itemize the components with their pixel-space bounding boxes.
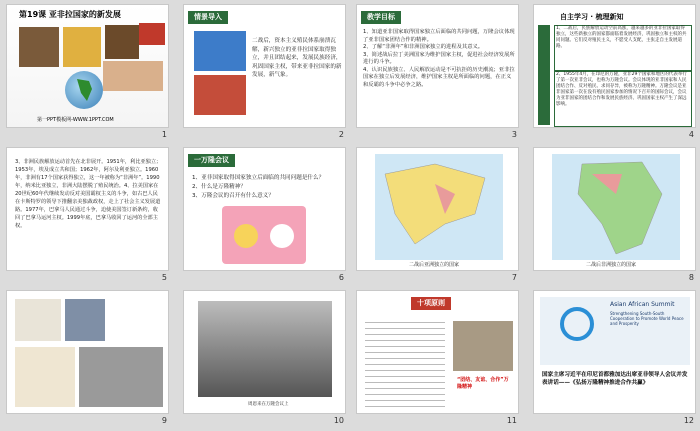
- slide-number: 7: [511, 273, 517, 282]
- slide-thumb-7[interactable]: [356, 147, 519, 283]
- slide-8[interactable]: [533, 147, 696, 271]
- meeting-photo: [79, 347, 163, 407]
- spirit-quote: “团结、友谊、合作”万隆精神: [457, 377, 509, 390]
- question-item: 1、亚非国家取得国家独立后面临的共同问题是什么？: [192, 175, 325, 181]
- slide-number: 10: [333, 416, 344, 425]
- question-item: 3、万隆会议的召开有什么意义？: [192, 193, 274, 199]
- summit-photo: [540, 297, 690, 365]
- flag-image: [139, 23, 165, 45]
- portrait-photo: [19, 27, 59, 67]
- slide-6[interactable]: [183, 147, 346, 271]
- globe-icon: [65, 71, 103, 109]
- slide-12[interactable]: [533, 290, 696, 414]
- slide-thumb-5[interactable]: [6, 147, 169, 283]
- slide-2[interactable]: [183, 4, 346, 128]
- slide-thumb-1[interactable]: [6, 4, 169, 140]
- slide-grid: [6, 4, 696, 428]
- banner-title: Asian African Summit: [610, 301, 675, 308]
- asia-map: [375, 154, 503, 260]
- hall-photo: [65, 299, 105, 341]
- slide-thumb-10[interactable]: [183, 290, 346, 426]
- para-2: 2、1955年4月，在印尼的万隆，亚非29个国家和地区的代表举行了第一次亚非会议，也称为万隆会议。会议体现的亚非国家和人民团结合作、反对殖民、求同存异，被称为万隆精神。万隆会议是亚非国家第一次在没有殖民国家参加的情况下召开的国际会议，会议为亚非国家的团结合作和发展民族经济、巩固国家主权产生了深远影响。: [556, 72, 687, 107]
- question-item: 2、什么是万隆精神？: [192, 184, 246, 190]
- slide-number: 5: [161, 273, 167, 282]
- slide-7[interactable]: [356, 147, 519, 271]
- historic-photo: [198, 301, 332, 397]
- slide-4[interactable]: [533, 4, 696, 128]
- slide-9[interactable]: [6, 290, 169, 414]
- slide-thumb-2[interactable]: [183, 4, 346, 140]
- slide-3[interactable]: [356, 4, 519, 128]
- map-caption: 二战后亚洲独立的国家: [409, 262, 460, 268]
- slide-10[interactable]: [183, 290, 346, 414]
- slide-1[interactable]: [6, 4, 169, 128]
- slide-thumb-11[interactable]: [356, 290, 519, 426]
- slide-number: 11: [506, 416, 517, 425]
- slide-number: 9: [161, 416, 167, 425]
- stamp-image: [194, 31, 246, 71]
- slide-11[interactable]: [356, 290, 519, 414]
- side-bar: [538, 25, 550, 125]
- group-photo: [103, 61, 163, 91]
- stamp-image-2: [194, 75, 246, 115]
- slide-header: 教学目标: [361, 11, 401, 24]
- slide-number: 4: [688, 130, 694, 139]
- map-caption: 二战后非洲独立的国家: [586, 262, 637, 268]
- slide-thumb-12[interactable]: [533, 290, 696, 426]
- summit-logo-icon: [560, 307, 594, 341]
- slide-number: 3: [511, 130, 517, 139]
- photo-caption: 周恩来在万隆会议上: [248, 402, 289, 407]
- conference-photo: [453, 321, 513, 371]
- objective-item: 3、简述战后拉丁美洲国家为维护国家主权，促进社会经济发展所进行的斗争。: [363, 51, 515, 65]
- flags-image: [15, 299, 61, 341]
- slide-header: 十项原则: [411, 297, 451, 310]
- objective-item: 1、知道亚非国家取得国家独立后面临的共同问题，万隆会议体现了亚非国家团结合作的精神。: [363, 29, 515, 43]
- para-1: 1、二战后，民族解放运动空前高涨，越来越多的亚非拉国家取得独立，这些新独立的国家都面临着发展经济，巩固独立和主权的共同问题。它们反对殖民主义，不愿受人支配，主张走自主发展道路。: [556, 26, 687, 49]
- slide-thumb-8[interactable]: [533, 147, 696, 283]
- objective-item: 2、了解“非洲年”和非洲国家独立的进程及其意义。: [363, 44, 484, 50]
- slide-footer: 第一PPT模板网-WWW.1PPT.COM: [37, 117, 114, 123]
- slide-5[interactable]: [6, 147, 169, 271]
- slide-thumb-3[interactable]: [356, 4, 519, 140]
- principles-list: [365, 317, 445, 409]
- flags-photo: [63, 27, 101, 67]
- slide-number: 6: [338, 273, 344, 282]
- slide-thumb-9[interactable]: [6, 290, 169, 426]
- banner-subtitle: Strengthening South-South Cooperation to Promote World Peace and Prosperity: [610, 311, 684, 326]
- slide-number: 12: [683, 416, 694, 425]
- slide-header: 自主学习 · 梳理新知: [554, 11, 630, 24]
- slide-thumb-6[interactable]: [183, 147, 346, 283]
- slide-thumb-4[interactable]: [533, 4, 696, 140]
- slide-header: 一万隆会议: [188, 154, 235, 167]
- intro-text: 二战后，资本主义殖民体系崩溃瓦解，新兴独立的亚非拉国家取得独立，并且团结起来，发展民族经济，巩固国家主权，带来亚非拉国家的新发展，新气象。: [252, 38, 342, 78]
- slide-number: 2: [338, 130, 344, 139]
- slide-header: 情景导入: [188, 11, 228, 24]
- portrait-photo-2: [105, 25, 139, 59]
- slide-number: 1: [161, 130, 167, 139]
- summit-caption: 国家主席习近平在印尼首都雅加达出席亚非领导人会议并发表讲话——《弘扬万隆精神推进合作共赢》: [542, 372, 688, 386]
- question-list: [192, 174, 342, 201]
- objective-item: 4、认识民族独立、人民解放运动是不可抗拒的历史潮流；亚非拉国家在独立后发展经济，维护国家主权是所面临的问题，在正义和反霸的斗争中必争之路。: [363, 66, 515, 88]
- slide-number: 8: [688, 273, 694, 282]
- flags-grid-image: [15, 347, 75, 407]
- objectives-list: [363, 29, 515, 89]
- slide-title: 第19课 亚非拉国家的新发展: [19, 10, 121, 19]
- body-text: 3、非洲民族解放运动首先在北非展开。1951年，利比亚独立；1953年，埃及成立共和国；1962年，阿尔及利亚独立。1960年，非洲有17个国家获得独立，这一年被称为“非洲年”。1990年，纳米比亚独立，非洲大陆摆脱了殖民统治。4、拉美国家在20世纪60年代继续发动反对美国霸权主义的斗争，如古巴人民在卡斯特罗的领导下推翻亲美独裁政权，走上了社会主义发展道路。1977年，巴拿马人民通过斗争，迫使美国签订新条约，收回了巴拿马运河主权。1999年底，巴拿马收回了运河的全部主权。: [15, 159, 162, 229]
- africa-map: [552, 154, 680, 260]
- illustration-image: [222, 206, 306, 264]
